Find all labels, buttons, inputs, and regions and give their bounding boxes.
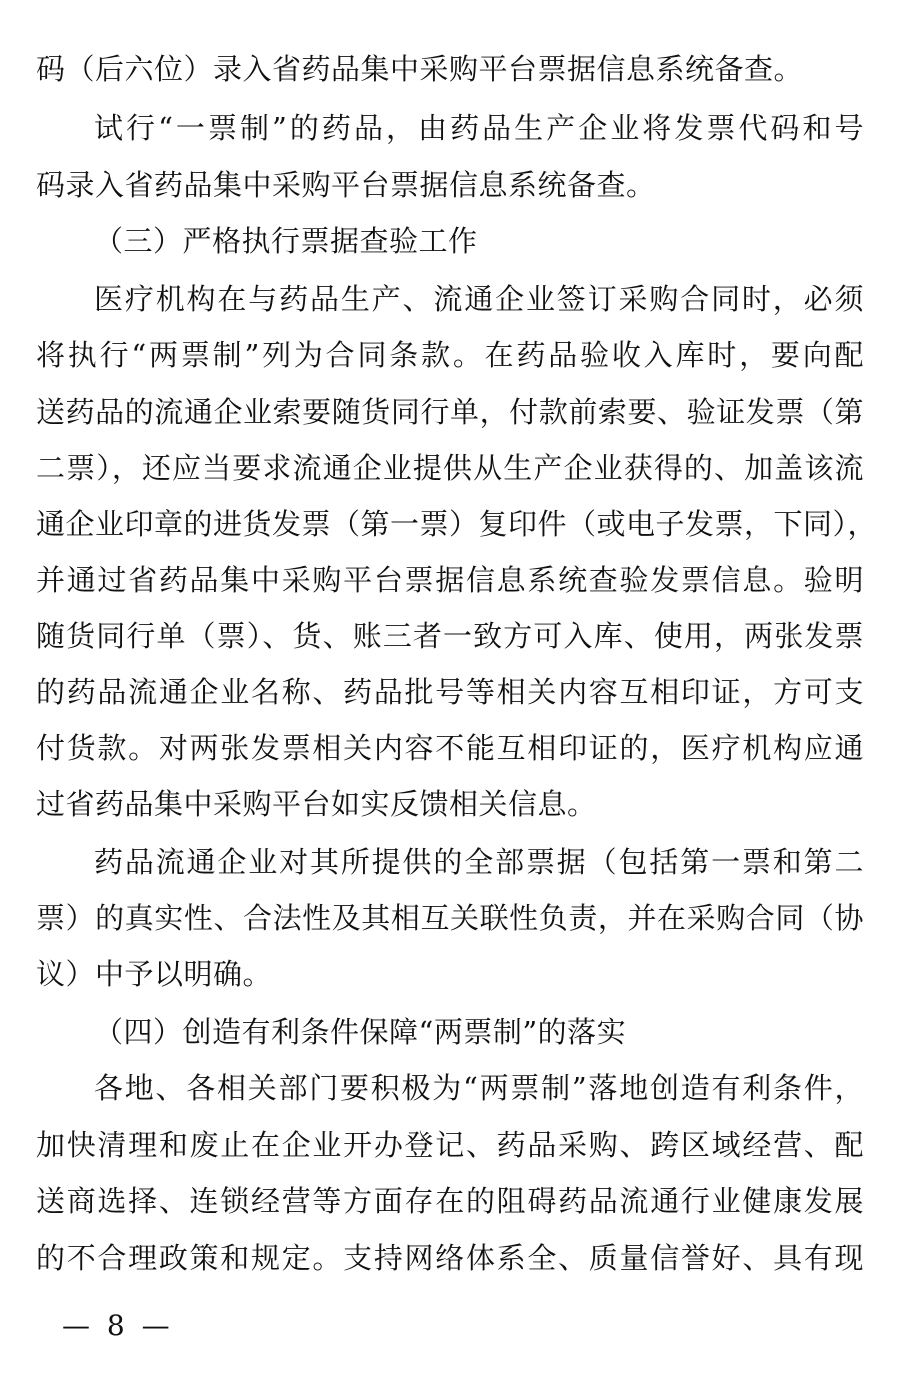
paragraph-line-1: 码（后六位）录入省药品集中采购平台票据信息系统备查。 [36, 52, 804, 86]
paragraph-line-9: 通企业印章的进货发票（第一票）复印件（或电子发票，下同）， [36, 507, 878, 541]
paragraph-line-15: 药品流通企业对其所提供的全部票据（包括第一票和第二 [94, 845, 864, 879]
paragraph-line-13: 付货款。对两张发票相关内容不能互相印证的，医疗机构应通 [36, 731, 864, 765]
paragraph-line-6: 将执行“两票制”列为合同条款。在药品验收入库时，要向配 [36, 338, 864, 372]
paragraph-line-16: 票）的真实性、合法性及其相互关联性负责，并在采购合同（协 [36, 901, 864, 935]
page-number: — 8 — [62, 1309, 174, 1342]
paragraph-line-8: 二票），还应当要求流通企业提供从生产企业获得的、加盖该流 [36, 451, 864, 485]
paragraph-line-5: 医疗机构在与药品生产、流通企业签订采购合同时，必须 [94, 282, 864, 316]
section-heading-3: （三）严格执行票据查验工作 [94, 224, 478, 258]
section-heading-4: （四）创造有利条件保障“两票制”的落实 [94, 1015, 627, 1049]
paragraph-line-17: 议）中予以明确。 [36, 957, 273, 991]
paragraph-line-19: 各地、各相关部门要积极为“两票制”落地创造有利条件， [94, 1071, 864, 1105]
paragraph-line-11: 随货同行单（票）、货、账三者一致方可入库、使用，两张发票 [36, 619, 864, 653]
paragraph-line-20: 加快清理和废止在企业开办登记、药品采购、跨区域经营、配 [36, 1128, 864, 1162]
paragraph-line-12: 的药品流通企业名称、药品批号等相关内容互相印证，方可支 [36, 675, 864, 709]
paragraph-line-2: 试行“一票制”的药品，由药品生产企业将发票代码和号 [94, 111, 864, 145]
paragraph-line-21: 送商选择、连锁经营等方面存在的阻碍药品流通行业健康发展 [36, 1184, 864, 1218]
paragraph-line-3: 码录入省药品集中采购平台票据信息系统备查。 [36, 168, 656, 202]
paragraph-line-10: 并通过省药品集中采购平台票据信息系统查验发票信息。验明 [36, 563, 864, 597]
paragraph-line-14: 过省药品集中采购平台如实反馈相关信息。 [36, 787, 597, 821]
paragraph-line-7: 送药品的流通企业索要随货同行单，付款前索要、验证发票（第 [36, 395, 864, 429]
paragraph-line-22: 的不合理政策和规定。支持网络体系全、质量信誉好、具有现 [36, 1241, 864, 1275]
